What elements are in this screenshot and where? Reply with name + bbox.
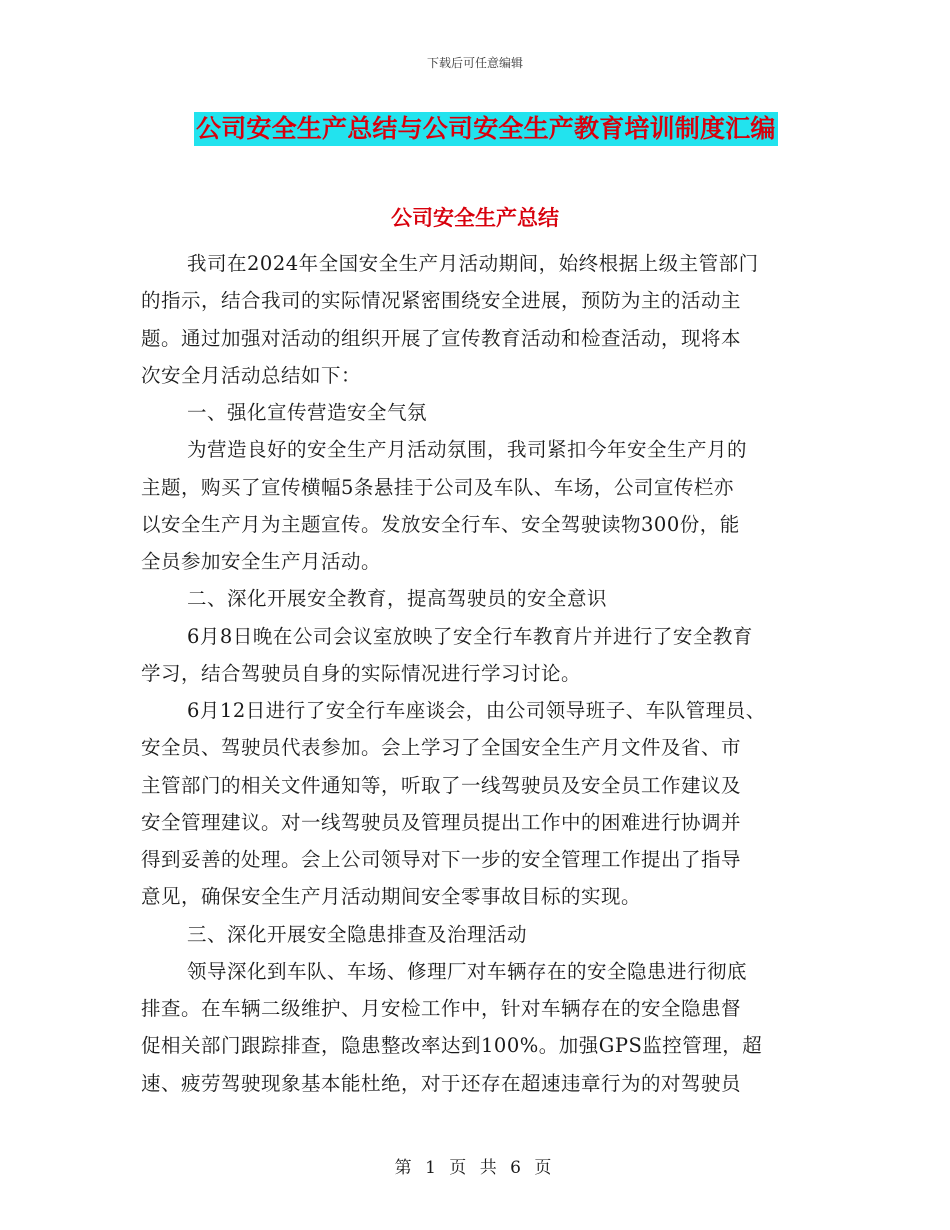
text-line: 6月12日进行了安全行车座谈会，由公司领导班子、车队管理员、: [187, 699, 766, 722]
text-line: 安全管理建议。对一线驾驶员及管理员提出工作中的困难进行协调并: [141, 810, 742, 834]
text-line: 为营造良好的安全生产月活动氛围，我司紧扣今年安全生产月的: [187, 438, 748, 462]
text-line: 主管部门的相关文件通知等，听取了一线驾驶员及安全员工作建议及: [141, 773, 742, 797]
text-line: 一、强化宣传营造安全气氛: [187, 401, 428, 424]
text-line: 促相关部门跟踪排查，隐患整改率达到100%。加强GPS监控管理，超: [141, 1034, 763, 1058]
text-line: 领导深化到车队、车场、修理厂对车辆存在的安全隐患进行彻底: [187, 959, 748, 983]
page-footer: 第 1 页 共 6 页: [394, 1158, 556, 1178]
body-text: [141, 245, 811, 1102]
text-line: 的指示，结合我司的实际情况紧密围绕安全进展，预防为主的活动主: [141, 289, 742, 313]
text-line: 排查。在车辆二级维护、月安检工作中，针对车辆存在的安全隐患督: [141, 997, 742, 1020]
text-line: 题。通过加强对活动的组织开展了宣传教育活动和检查活动，现将本: [141, 326, 742, 350]
text-line: 意见，确保安全生产月活动期间安全零事故目标的实现。: [141, 885, 642, 909]
text-line: 全员参加安全生产月活动。: [141, 550, 382, 573]
text-line: 安全员、驾驶员代表参加。会上学习了全国安全生产月文件及省、市: [141, 736, 742, 760]
text-line: 得到妥善的处理。会上公司领导对下一步的安全管理工作提出了指导: [141, 848, 742, 871]
header-note: 下载后可任意编辑: [426, 56, 523, 70]
text-line: 次安全月活动总结如下：: [141, 363, 362, 387]
text-line: 主题，购买了宣传横幅5条悬挂于公司及车队、车场，公司宣传栏亦: [141, 475, 734, 499]
text-line: 6月8日晚在公司会议室放映了安全行车教育片并进行了安全教育: [187, 624, 753, 648]
text-line: 我司在2024年全国安全生产月活动期间，始终根据上级主管部门: [187, 252, 759, 275]
document-title: 公司安全生产总结与公司安全生产教育培训制度汇编: [194, 112, 778, 146]
text-line: 速、疲劳驾驶现象基本能杜绝，对于还存在超速违章行为的对驾驶员: [141, 1071, 742, 1095]
text-line: 三、深化开展安全隐患排查及治理活动: [187, 922, 528, 946]
text-line: 以安全生产月为主题宣传。发放安全行车、安全驾驶读物300份，能: [141, 512, 740, 536]
section-title: 公司安全生产总结: [391, 206, 559, 230]
text-line: 二、深化开展安全教育，提高驾驶员的安全意识: [187, 587, 608, 611]
text-line: 学习，结合驾驶员自身的实际情况进行学习讨论。: [141, 661, 582, 685]
